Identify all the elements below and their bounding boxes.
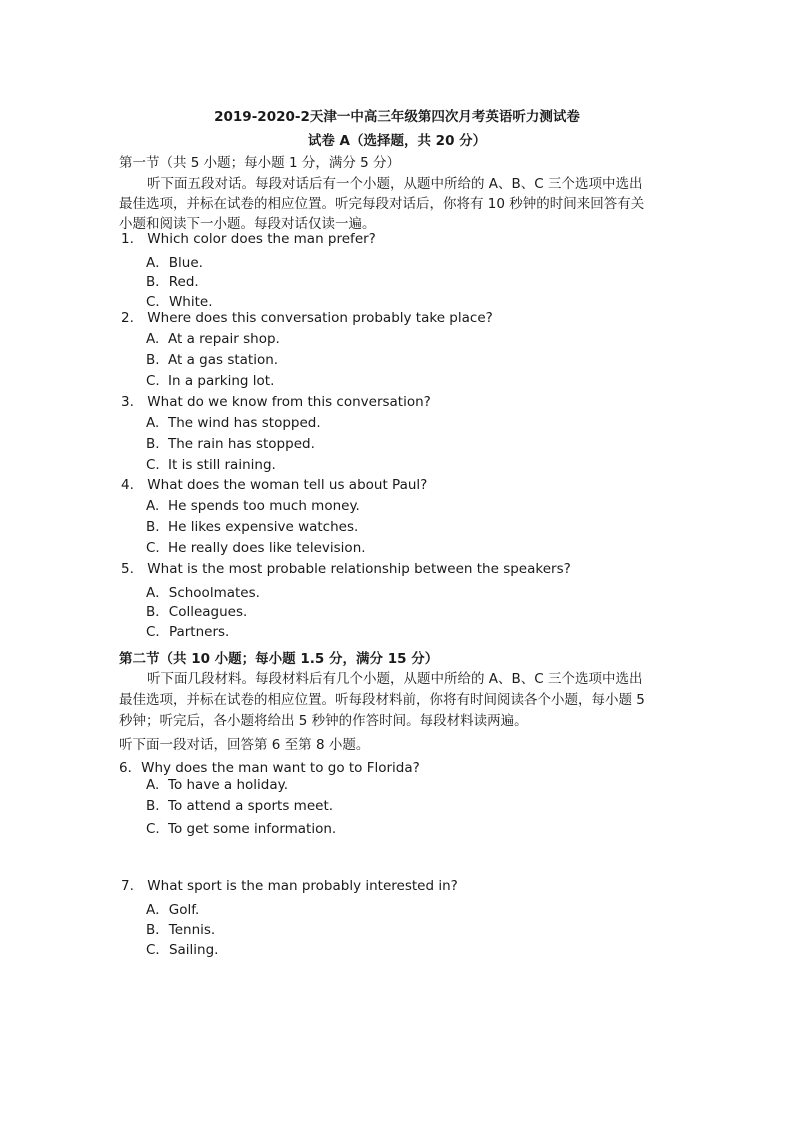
option-letter: B．	[146, 274, 169, 290]
exam-subtitle: 试卷 A（选择题，共 20 分）	[307, 133, 487, 149]
option-text: To get some information.	[168, 821, 337, 837]
option-letter: A.	[146, 331, 160, 347]
option-text: Golf.	[168, 902, 200, 918]
option-6a	[146, 777, 288, 793]
section1-instruction-line: 小题和阅读下一小题。每段对话仅读一遍。	[119, 216, 376, 232]
section2-heading: 第二节（共 10 小题；每小题 1.5 分，满分 15 分）	[119, 651, 439, 667]
question-number: 6．	[119, 760, 142, 776]
option-4a	[146, 498, 360, 514]
option-3c	[146, 457, 276, 473]
option-letter: A．	[146, 902, 169, 918]
option-5b	[146, 600, 247, 620]
option-letter: C．	[146, 624, 169, 640]
option-7c	[146, 938, 218, 958]
option-letter: B．	[146, 604, 169, 620]
question-6	[119, 756, 420, 776]
option-4b	[146, 519, 358, 535]
question-number: 4.	[121, 477, 134, 493]
option-text: At a gas station.	[168, 352, 279, 368]
option-text: White.	[168, 294, 213, 310]
option-letter: C．	[146, 294, 169, 310]
section1-heading: 第一节（共 5 小题；每小题 1 分，满分 5 分）	[119, 155, 401, 171]
option-6b	[146, 798, 333, 814]
option-letter: A.	[146, 415, 160, 431]
option-letter: B.	[146, 352, 160, 368]
option-letter: C.	[146, 457, 160, 473]
section1-instruction-line: 听下面五段对话。每段对话后有一个小题，从题中所给的 A、B、C 三个选项中选出	[147, 176, 643, 192]
option-text: Sailing.	[168, 942, 219, 958]
question-text: What is the most probable relationship between the speakers?	[147, 561, 571, 577]
question-text: Where does this conversation probably take place?	[147, 310, 493, 326]
option-letter: A.	[146, 777, 160, 793]
option-6c	[146, 821, 336, 837]
question-number: 3.	[121, 394, 134, 410]
question-1	[121, 231, 376, 247]
question-text: What do we know from this conversation?	[147, 394, 431, 410]
option-letter: C．	[146, 942, 169, 958]
option-letter: A.	[146, 498, 160, 514]
question-2	[121, 310, 493, 326]
option-2a	[146, 331, 280, 347]
option-5c	[146, 620, 229, 640]
question-7	[121, 878, 458, 894]
option-text: Schoolmates.	[168, 585, 260, 601]
option-text: The wind has stopped.	[168, 415, 321, 431]
question-text: Which color does the man prefer?	[147, 231, 376, 247]
option-letter: C.	[146, 540, 160, 556]
option-1a	[146, 251, 203, 271]
option-text: Red.	[168, 274, 199, 290]
option-2c	[146, 373, 274, 389]
option-text: In a parking lot.	[168, 373, 275, 389]
option-letter: A．	[146, 255, 169, 271]
section1-instruction-line: 最佳选项，并标在试卷的相应位置。听完每段对话后，你将有 10 秒钟的时间来回答有关	[119, 196, 645, 212]
section2-instruction-line: 秒钟；听完后，各小题将给出 5 秒钟的作答时间。每段材料读两遍。	[119, 713, 528, 729]
option-text: The rain has stopped.	[168, 436, 315, 452]
question-text: What does the woman tell us about Paul?	[147, 477, 428, 493]
option-text: Blue.	[168, 255, 203, 271]
option-7a	[146, 898, 199, 918]
option-2b	[146, 352, 278, 368]
option-text: He likes expensive watches.	[168, 519, 359, 535]
section2-instruction-line: 最佳选项，并标在试卷的相应位置。听每段材料前，你将有时间阅读各个小题，每小题 5	[119, 692, 645, 708]
question-number: 1.	[121, 231, 134, 247]
option-4c	[146, 540, 366, 556]
option-letter: C.	[146, 821, 160, 837]
option-text: To attend a sports meet.	[168, 798, 334, 814]
exam-title: 2019-2020-2天津一中高三年级第四次月考英语听力测试卷	[214, 109, 580, 125]
option-1b	[146, 270, 199, 290]
question-3	[121, 394, 431, 410]
option-text: He spends too much money.	[168, 498, 360, 514]
option-letter: B．	[146, 922, 169, 938]
question-5	[121, 561, 571, 577]
question-number: 2.	[121, 310, 134, 326]
option-text: It is still raining.	[168, 457, 276, 473]
option-3a	[146, 415, 321, 431]
option-letter: B.	[146, 436, 160, 452]
question-4	[121, 477, 427, 493]
option-3b	[146, 436, 315, 452]
option-text: Partners.	[168, 624, 230, 640]
option-text: To have a holiday.	[168, 777, 288, 793]
option-text: Colleagues.	[168, 604, 248, 620]
option-letter: B.	[146, 519, 160, 535]
dialogue-note: 听下面一段对话，回答第 6 至第 8 小题。	[119, 737, 370, 753]
section2-instruction-line: 听下面几段材料。每段材料后有几个小题，从题中所给的 A、B、C 三个选项中选出	[147, 671, 643, 687]
question-number: 5.	[121, 561, 134, 577]
question-text: Why does the man want to go to Florida?	[141, 760, 420, 776]
option-text: He really does like television.	[168, 540, 366, 556]
option-letter: B.	[146, 798, 160, 814]
option-letter: C.	[146, 373, 160, 389]
option-letter: A．	[146, 585, 169, 601]
option-1c	[146, 290, 212, 310]
option-5a	[146, 581, 260, 601]
option-text: Tennis.	[168, 922, 216, 938]
option-7b	[146, 918, 215, 938]
option-text: At a repair shop.	[168, 331, 280, 347]
question-text: What sport is the man probably interested in?	[147, 878, 458, 894]
question-number: 7.	[121, 878, 134, 894]
